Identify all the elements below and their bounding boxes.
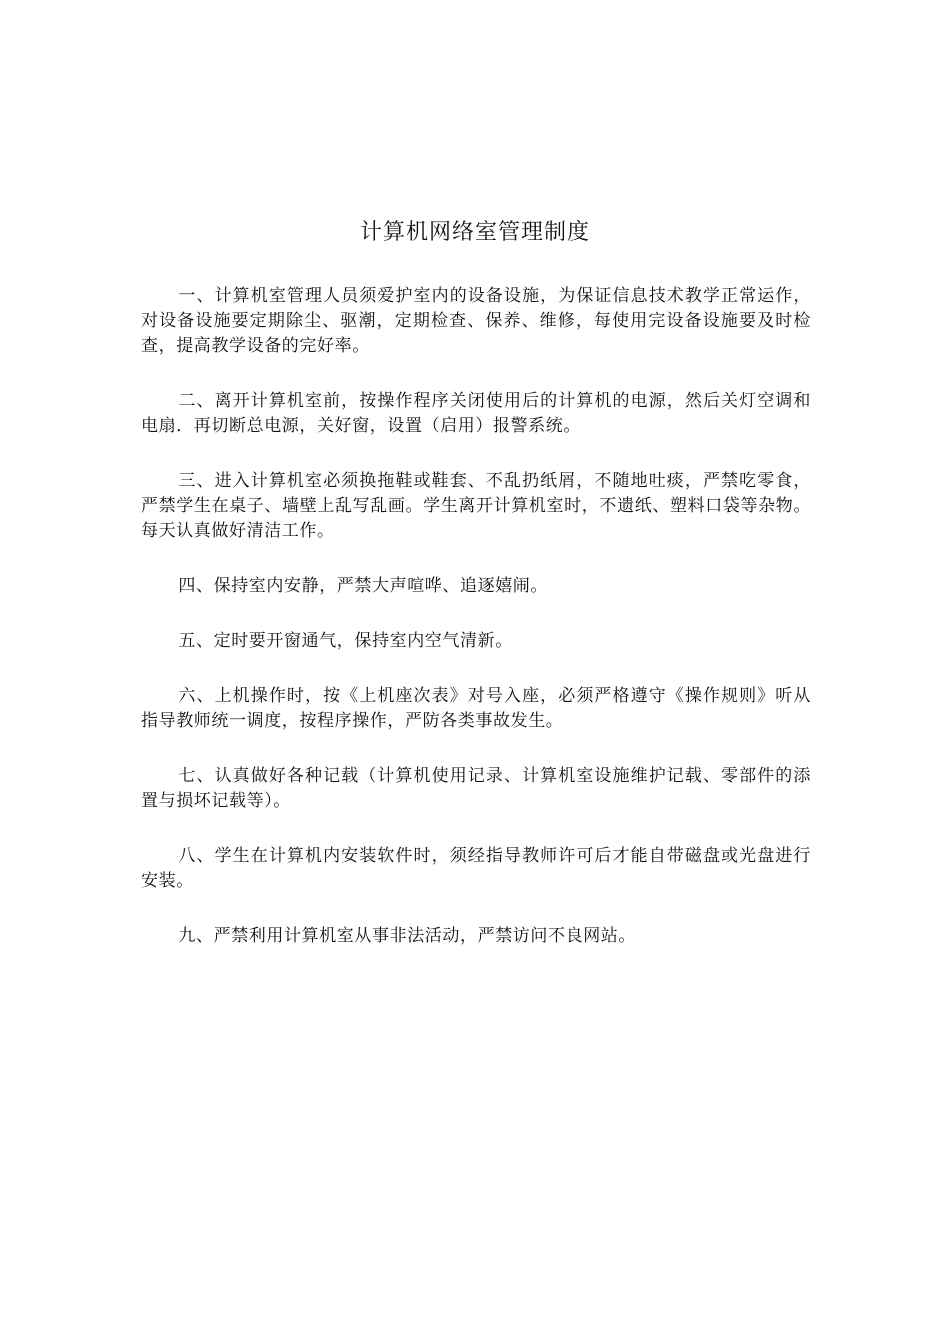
document-body <box>141 284 811 979</box>
rule-paragraph-7: 七、认真做好各种记载（计算机使用记录、计算机室设施维护记载、零部件的添置与损坏记载等）。 <box>141 766 811 811</box>
rule-paragraph-2: 二、离开计算机室前，按操作程序关闭使用后的计算机的电源，然后关灯空调和电扇．再切断总电源，关好窗，设置（启用）报警系统。 <box>141 391 811 436</box>
rule-paragraph-4: 四、保持室内安静，严禁大声喧哗、追逐嬉闹。 <box>178 576 548 596</box>
rule-paragraph-6: 六、上机操作时，按《上机座次表》对号入座，必须严格遵守《操作规则》听从指导教师统一调度，按程序操作，严防各类事故发生。 <box>141 686 811 731</box>
rule-paragraph-5: 五、定时要开窗通气，保持室内空气清新。 <box>178 631 513 651</box>
rule-paragraph-9: 九、严禁利用计算机室从事非法活动，严禁访问不良网站。 <box>178 926 636 946</box>
rule-paragraph-8: 八、学生在计算机内安装软件时，须经指导教师许可后才能自带磁盘或光盘进行安装。 <box>141 846 811 891</box>
page-title: 计算机网络室管理制度 <box>359 220 590 245</box>
rule-paragraph-3: 三、进入计算机室必须换拖鞋或鞋套、不乱扔纸屑，不随地吐痰，严禁吃零食，严禁学生在桌子、墙壁上乱写乱画。学生离开计算机室时，不遗纸、塑料口袋等杂物。每天认真做好清洁工作。 <box>141 471 811 541</box>
rule-paragraph-1: 一、计算机室管理人员须爱护室内的设备设施，为保证信息技术教学正常运作，对设备设施要定期除尘、驱潮，定期检查、保养、维修，每使用完设备设施要及时检查，提高教学设备的完好率。 <box>141 286 811 356</box>
